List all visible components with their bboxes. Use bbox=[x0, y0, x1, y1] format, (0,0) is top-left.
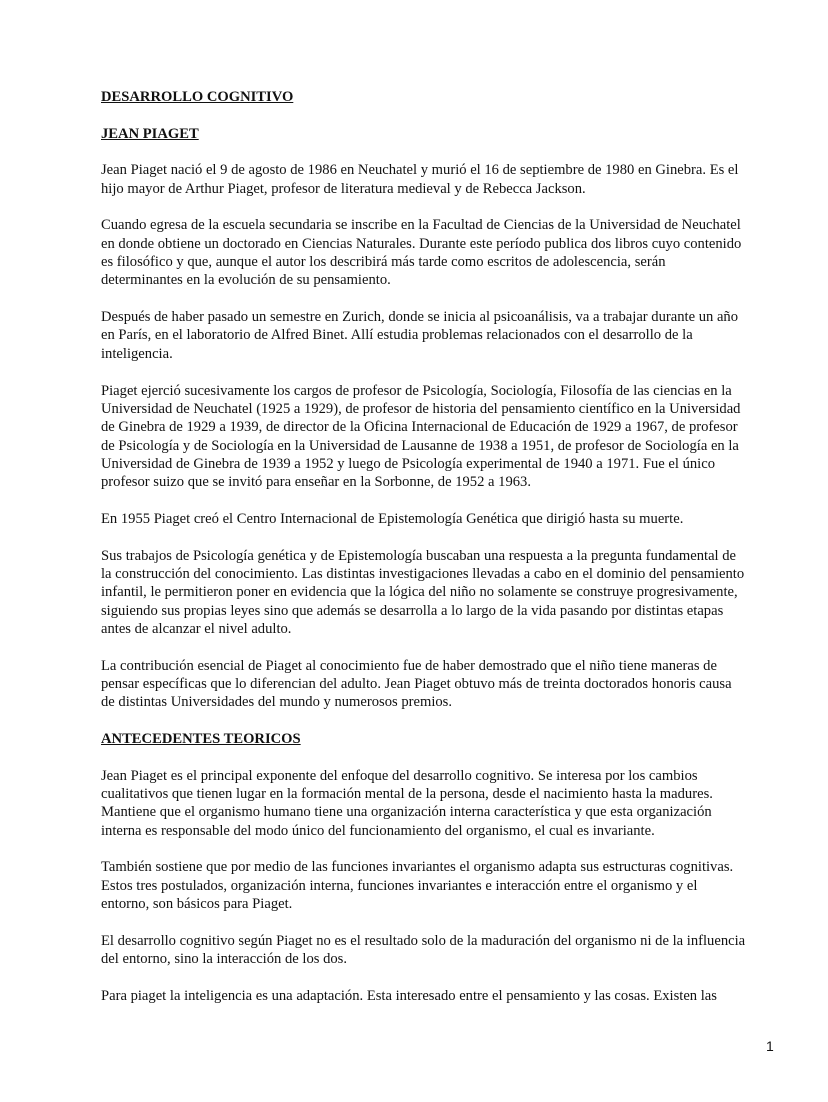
paragraph bbox=[101, 547, 791, 639]
text-line: Piaget ejerció sucesivamente los cargos de profesor de Psicología, Sociología, Filosofía de las ciencias en la bbox=[101, 382, 732, 399]
text-line: También sostiene que por medio de las funciones invariantes el organismo adapta sus estructuras cognitivas. bbox=[101, 859, 734, 876]
text-line: la construcción del conocimiento. Las distintas investigaciones llevadas a cabo en el dominio del pensamiento bbox=[101, 565, 745, 582]
text-line: pensar específicas que lo diferencian del adulto. Jean Piaget obtuvo más de treinta doctorados honoris causa bbox=[101, 676, 732, 692]
text-line: Sus trabajos de Psicología genética y de Epistemología buscaban una respuesta a la pregunta fundamental de bbox=[101, 547, 737, 564]
section-heading bbox=[101, 88, 791, 106]
paragraph bbox=[101, 987, 791, 1005]
paragraph bbox=[101, 382, 791, 492]
paragraph bbox=[101, 308, 791, 363]
heading-text: DESARROLLO COGNITIVO bbox=[101, 89, 294, 105]
text-line: profesor suizo que se invitó para enseñar en la Sorbonne, de 1952 a 1963. bbox=[101, 474, 531, 491]
heading-text: JEAN PIAGET bbox=[101, 125, 199, 142]
text-line: de Psicología y de Sociología en la Universidad de Lausanne de 1938 a 1951, de profesor de Sociología en la bbox=[101, 437, 739, 454]
text-line: en París, en el laboratorio de Alfred Binet. Allí estudia problemas relacionados con el desarrollo de la bbox=[101, 327, 693, 344]
text-line: Cuando egresa de la escuela secundaria se inscribe en la Facultad de Ciencias de la Universidad de Neuchatel bbox=[101, 217, 741, 234]
paragraph bbox=[101, 932, 791, 969]
text-line: Universidad de Ginebra de 1939 a 1952 y luego de Psicología experimental de 1940 a 1971. Fue el único bbox=[101, 455, 715, 472]
text-line: Jean Piaget es el principal exponente del enfoque del desarrollo cognitivo. Se interesa por los cambios bbox=[101, 767, 698, 784]
text-line: El desarrollo cognitivo según Piaget no es el resultado solo de la maduración del organismo ni de la influencia bbox=[101, 932, 746, 949]
page-number: 1 bbox=[766, 1038, 774, 1054]
text-line: de distintas Universidades del mundo y numerosos premios. bbox=[101, 694, 453, 711]
text-line: interna es responsable del modo único del funcionamiento del organismo, el cual es invariante. bbox=[101, 822, 655, 839]
text-line: antes de alcanzar el nivel adulto. bbox=[101, 620, 292, 637]
text-line: infantil, le permitieron poner en evidencia que la lógica del niño no solamente se construye progresivamente, bbox=[101, 584, 738, 601]
paragraph bbox=[101, 510, 791, 528]
text-line: del entorno, sino la interacción de los dos. bbox=[101, 951, 348, 968]
text-line: Universidad de Neuchatel (1925 a 1929), de profesor de historia del pensamiento científico en la Universidad bbox=[101, 400, 741, 417]
text-line: Estos tres postulados, organización interna, funciones invariantes e interacción entre el organismo y el bbox=[101, 877, 698, 894]
text-line: en donde obtiene un doctorado en Ciencias Naturales. Durante este período publica dos libros cuyo contenido bbox=[101, 235, 742, 252]
paragraph bbox=[101, 858, 791, 913]
text-line: entorno, son básicos para Piaget. bbox=[101, 896, 293, 913]
paragraph bbox=[101, 216, 791, 289]
section-heading bbox=[101, 125, 791, 143]
document-page bbox=[101, 88, 791, 1024]
paragraph bbox=[101, 657, 791, 712]
text-line: Mantiene que el organismo humano tiene una organización interna característica y que esta organización bbox=[101, 804, 712, 821]
paragraph bbox=[101, 767, 791, 840]
paragraph bbox=[101, 161, 791, 198]
text-line: siguiendo sus propias leyes sino que además se desarrolla a lo largo de la vida pasando por distintas etapas bbox=[101, 602, 724, 619]
section-heading bbox=[101, 730, 791, 748]
text-line: cualitativos que tienen lugar en la formación mental de la persona, desde el nacimiento hasta la madures. bbox=[101, 786, 713, 803]
text-line: La contribución esencial de Piaget al conocimiento fue de haber demostrado que el niño tiene maneras de bbox=[101, 657, 717, 674]
text-line: hijo mayor de Arthur Piaget, profesor de literatura medieval y de Rebecca Jackson. bbox=[101, 180, 586, 197]
text-line: Jean Piaget nació el 9 de agosto de 1986 en Neuchatel y murió el 16 de septiembre de 1980 en Ginebra. Es el bbox=[101, 162, 739, 179]
text-line: determinantes en la evolución de su pensamiento. bbox=[101, 272, 391, 289]
text-line: Para piaget la inteligencia es una adaptación. Esta interesado entre el pensamiento y las cosas. Existen las bbox=[101, 987, 717, 1004]
text-line: es filosófico y que, aunque el autor los describirá más tarde como escritos de adolescencia, serán bbox=[101, 254, 666, 271]
text-line: inteligencia. bbox=[101, 345, 173, 362]
text-line: de Ginebra de 1929 a 1939, de director de la Oficina Internacional de Educación de 1929 a 1967, de profesor bbox=[101, 419, 738, 436]
text-line: Después de haber pasado un semestre en Zurich, donde se inicia al psicoanálisis, va a trabajar durante un año bbox=[101, 309, 739, 326]
heading-text: ANTECEDENTES TEORICOS bbox=[101, 731, 301, 748]
text-line: En 1955 Piaget creó el Centro Internacional de Epistemología Genética que dirigió hasta su muerte. bbox=[101, 510, 684, 527]
